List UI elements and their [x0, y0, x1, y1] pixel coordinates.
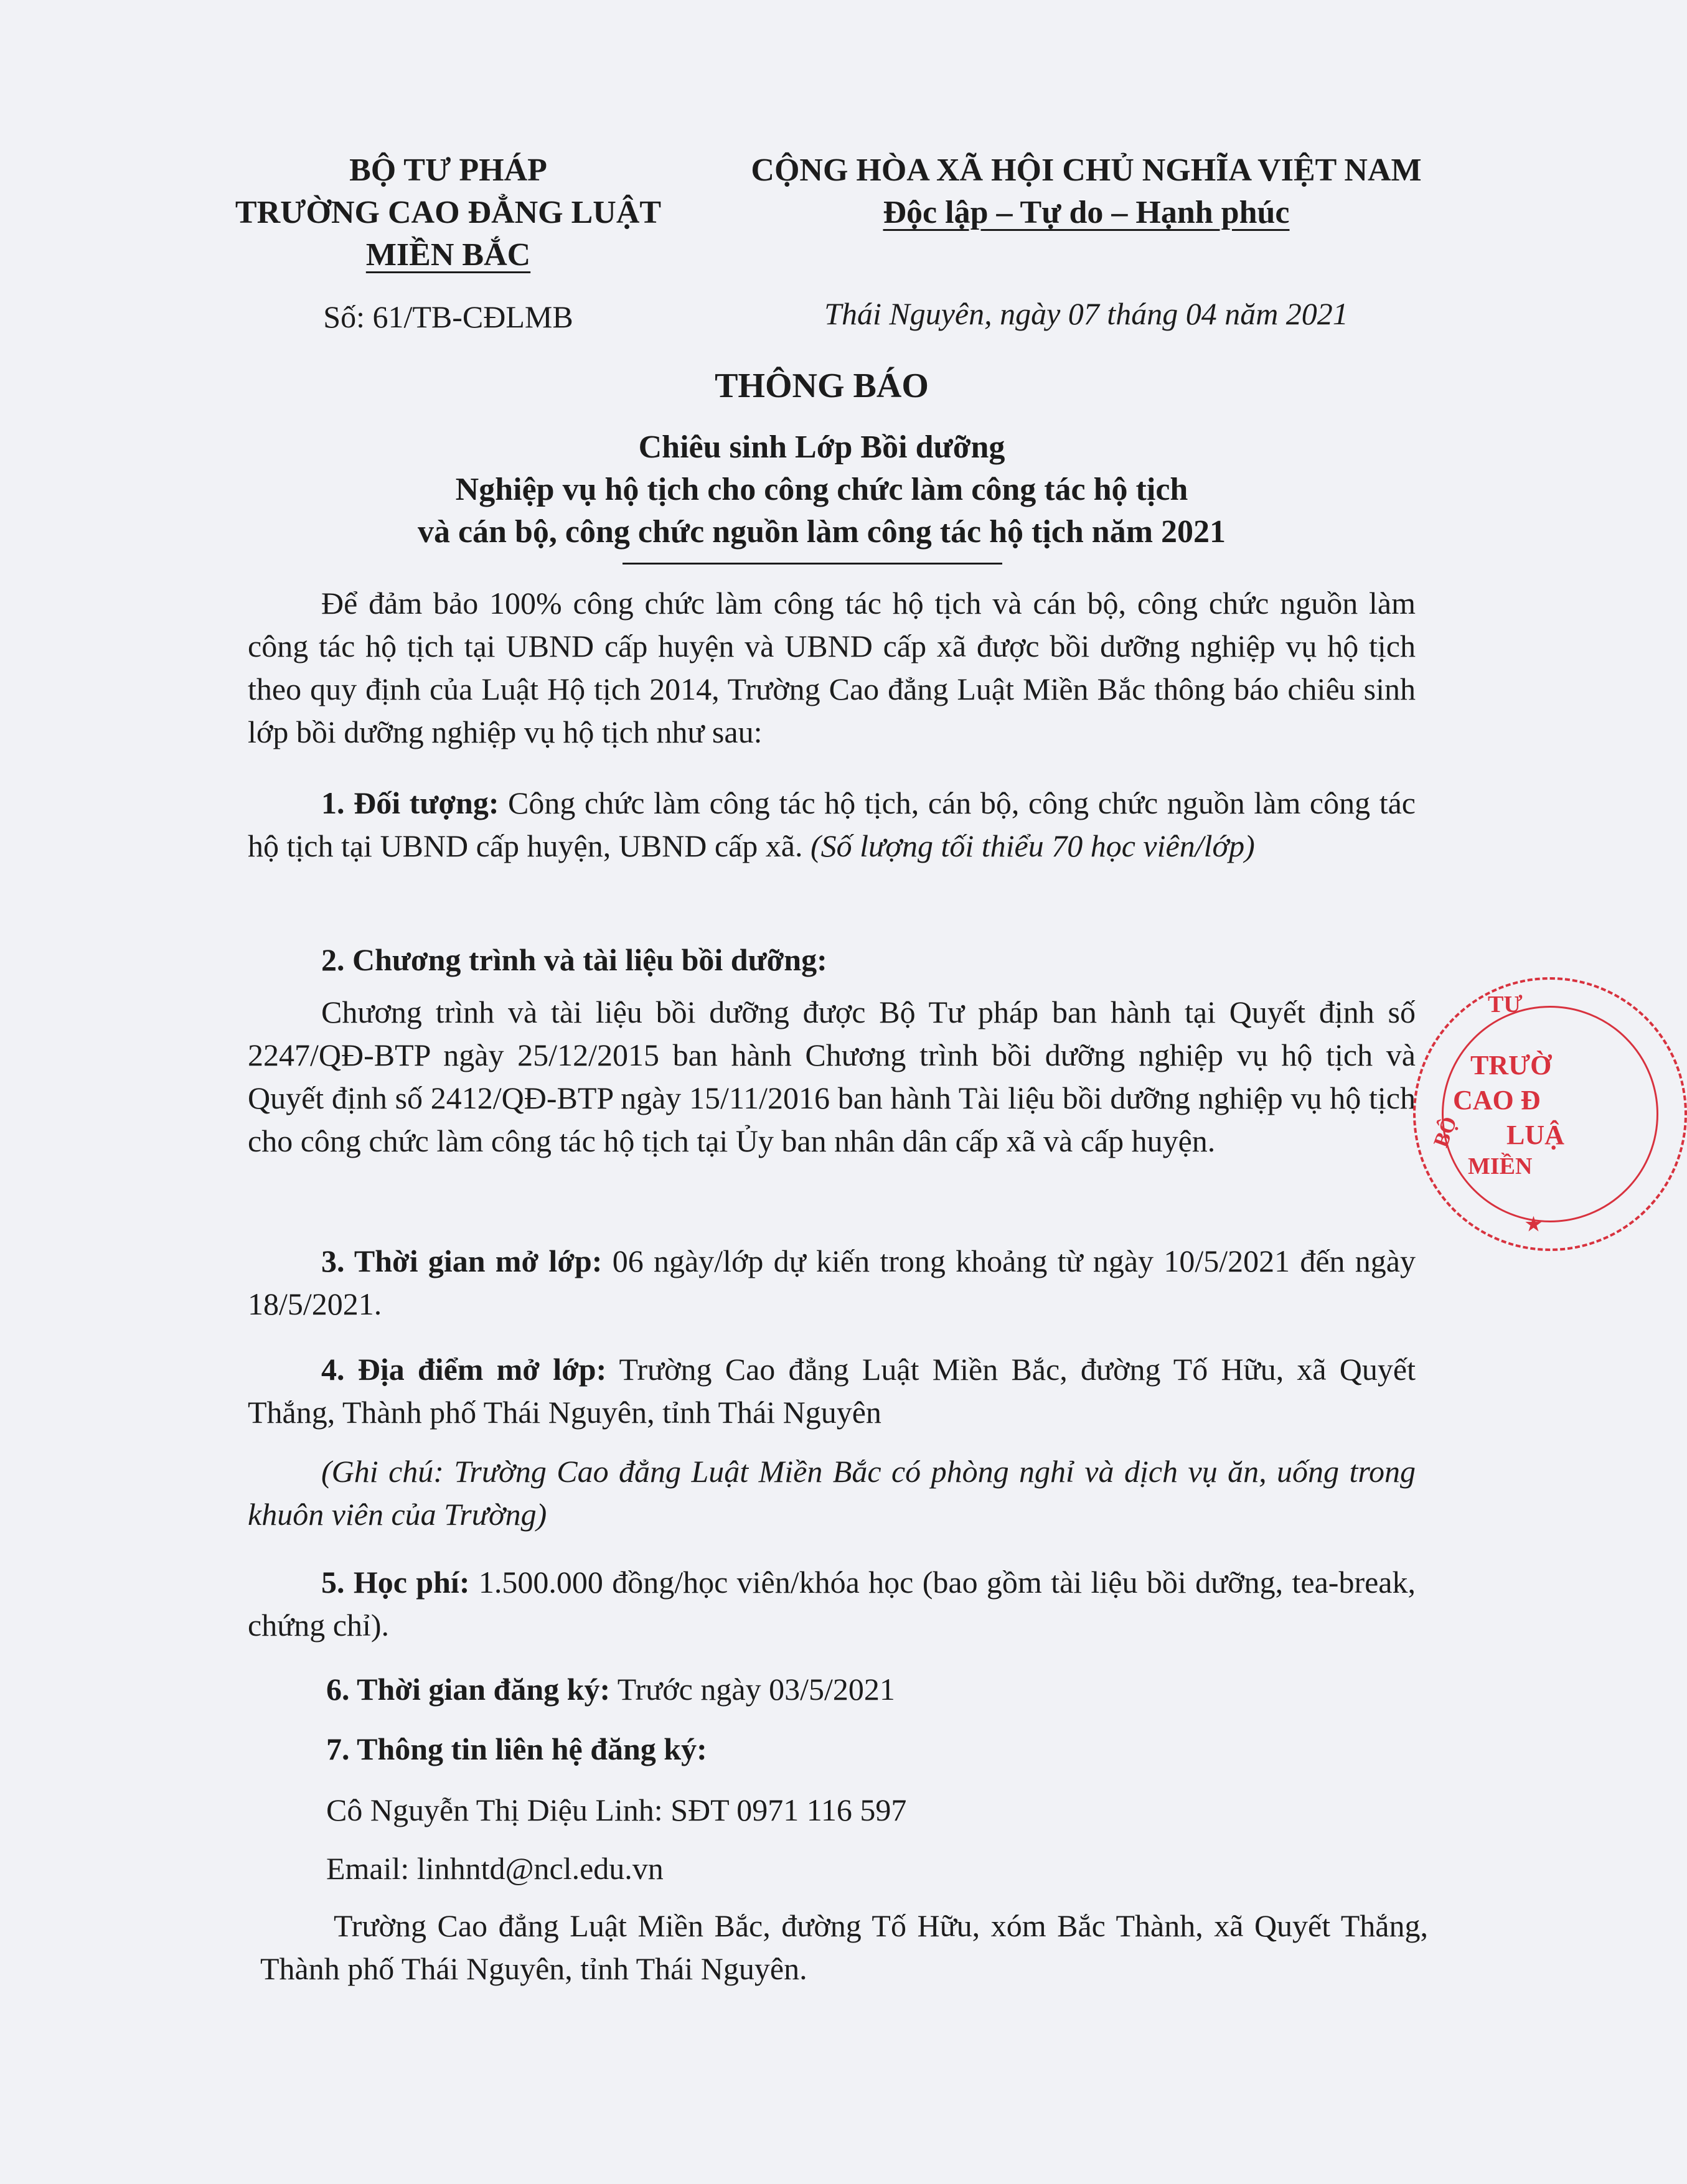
- section-3-label: 3. Thời gian mở lớp:: [321, 1244, 603, 1278]
- section-4-text: Trường Cao đẳng Luật Miền Bắc, đường Tố Hữu, xã Quyết Thắng, Thành phố Thái Nguyên, tỉnh Thái Nguyên: [248, 1352, 1416, 1430]
- contact-address: Trường Cao đẳng Luật Miền Bắc, đường Tố Hữu, xóm Bắc Thành, xã Quyết Thắng, Thành phố Thái Nguyên, tỉnh Thái Nguyên.: [260, 1908, 1428, 1986]
- ministry-name: BỘ TƯ PHÁP: [349, 152, 547, 188]
- title-underline: [623, 563, 1002, 565]
- section-1-note: (Số lượng tối thiểu 70 học viên/lớp): [810, 828, 1255, 863]
- section-1-text: Công chức làm công tác hộ tịch, cán bộ, công chức nguồn làm công tác hộ tịch tại UBND cấp huyện, UBND cấp xã.: [248, 785, 1416, 863]
- section-2-text: Chương trình và tài liệu bồi dưỡng được Bộ Tư pháp ban hành tại Quyết định số 2247/QĐ-BTP ngày 25/12/2015 ban hành Chương trình bồi dưỡng nghiệp vụ hộ tịch và Quyết định số 2412/QĐ-BTP ngày 15/11/2016 ban hành Tài liệu bồi dưỡng nghiệp vụ hộ tịch cho công chức làm công tác hộ tịch tại Ủy ban nhân dân cấp xã và cấp huyện.: [248, 995, 1416, 1158]
- seal-side-text: BỘ: [1429, 1113, 1462, 1151]
- seal-text-line3: LUẬ: [1506, 1120, 1564, 1150]
- seal-text-line4: MIỀN: [1468, 1153, 1533, 1179]
- section-5-text: 1.500.000 đồng/học viên/khóa học (bao gồm tài liệu bồi dưỡng, tea-break, chứng chỉ).: [248, 1565, 1416, 1643]
- school-name-line2: MIỀN BẮC: [365, 237, 531, 273]
- subtitle-line1: Chiêu sinh Lớp Bồi dưỡng: [638, 429, 1005, 465]
- section-fee: [248, 1561, 1416, 1647]
- notice-title: THÔNG BÁO: [715, 367, 929, 405]
- document-number: Số: 61/TB-CĐLMB: [323, 299, 573, 334]
- section-5-label: 5. Học phí:: [321, 1565, 470, 1600]
- national-motto: Độc lập – Tự do – Hạnh phúc: [883, 195, 1290, 230]
- section-6-text: Trước ngày 03/5/2021: [610, 1672, 895, 1707]
- contact-email: Email: linhntd@ncl.edu.vn: [326, 1851, 664, 1886]
- section-registration-deadline: [326, 1668, 895, 1711]
- section-4-label: 4. Địa điểm mở lớp:: [321, 1352, 607, 1387]
- seal-star-icon: ★: [1525, 1214, 1542, 1235]
- section-2-heading: 2. Chương trình và tài liệu bồi dưỡng:: [321, 942, 827, 977]
- contact-person: Cô Nguyễn Thị Diệu Linh: SĐT 0971 116 597: [326, 1793, 907, 1827]
- seal-text-line2: CAO Đ: [1453, 1085, 1541, 1115]
- nation-name: CỘNG HÒA XÃ HỘI CHỦ NGHĨA VIỆT NAM: [751, 152, 1422, 188]
- seal-text-line1: TRƯỜ: [1470, 1050, 1552, 1080]
- school-name-line1: TRƯỜNG CAO ĐẲNG LUẬT: [235, 195, 662, 230]
- subtitle-line3: và cán bộ, công chức nguồn làm công tác hộ tịch năm 2021: [417, 514, 1226, 550]
- header-right: [716, 149, 1457, 234]
- official-seal: [1413, 977, 1564, 1263]
- section-location: [248, 1348, 1416, 1434]
- seal-top-text: TƯ: [1488, 991, 1523, 1018]
- intro-paragraph: Để đảm bảo 100% công chức làm công tác hộ tịch và cán bộ, công chức nguồn làm công tác hộ tịch tại UBND cấp huyện và UBND cấp xã được bồi dưỡng nghiệp vụ hộ tịch theo quy định của Luật Hộ tịch 2014, Trường Cao đẳng Luật Miền Bắc thông báo chiêu sinh lớp bồi dưỡng nghiệp vụ hộ tịch như sau:: [248, 586, 1416, 749]
- header-left: [205, 149, 691, 276]
- title-block: [205, 364, 1438, 553]
- section-1-label: 1. Đối tượng:: [321, 785, 499, 820]
- section-schedule: [248, 1240, 1416, 1326]
- section-4-note: (Ghi chú: Trường Cao đẳng Luật Miền Bắc có phòng nghỉ và dịch vụ ăn, uống trong khuôn viên của Trường): [248, 1454, 1416, 1532]
- section-target-audience: [248, 782, 1416, 868]
- section-7-heading: 7. Thông tin liên hệ đăng ký:: [326, 1732, 707, 1766]
- subtitle-line2: Nghiệp vụ hộ tịch cho công chức làm công tác hộ tịch: [455, 472, 1188, 507]
- section-6-label: 6. Thời gian đăng ký:: [326, 1672, 611, 1707]
- place-date: Thái Nguyên, ngày 07 tháng 04 năm 2021: [824, 296, 1348, 331]
- section-3-text: 06 ngày/lớp dự kiến trong khoảng từ ngày 10/5/2021 đến ngày 18/5/2021.: [248, 1244, 1416, 1321]
